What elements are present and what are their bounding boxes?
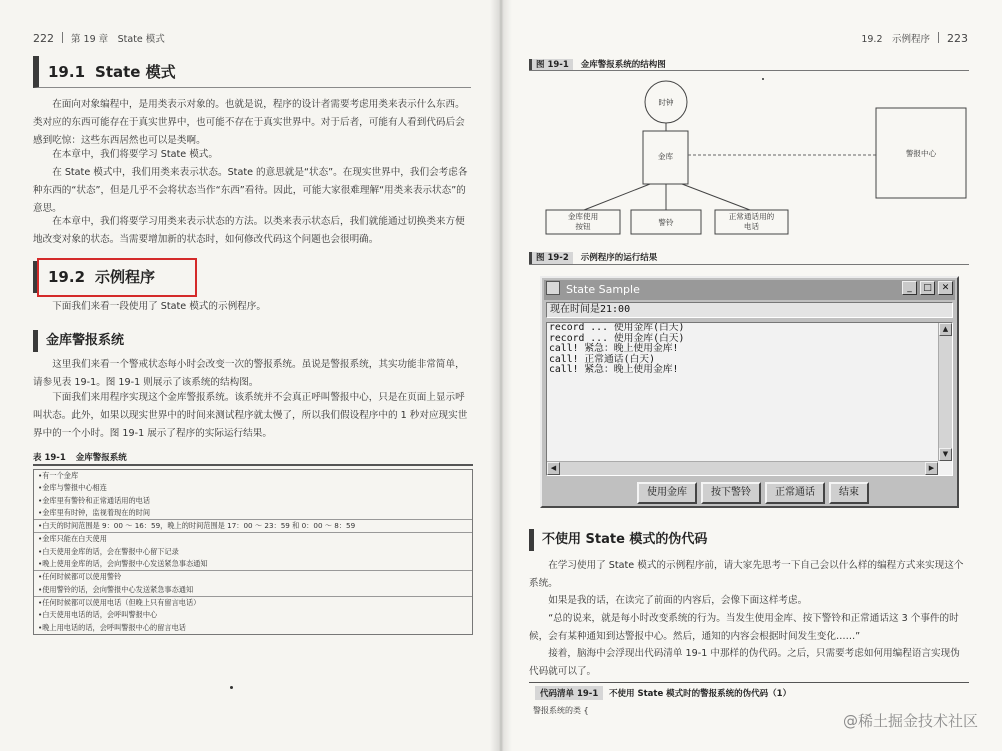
table-row: •金库与警报中心相连: [38, 483, 107, 493]
window-button-bar: [637, 482, 869, 504]
figure-caption-rule: [529, 264, 969, 265]
table-row: •使用警铃的话，会向警报中心发送紧急事态通知: [38, 584, 194, 594]
vertical-scrollbar[interactable]: [938, 323, 952, 461]
code-listing-caption: [529, 682, 969, 702]
code-listing-title: 不使用 State 模式时的警报系统的伪代码（1）: [609, 689, 792, 699]
paragraph: 下面我们来看一段使用了 State 模式的示例程序。: [52, 301, 266, 312]
section-number: 19.2: [48, 268, 86, 286]
close-icon[interactable]: ✕: [938, 281, 953, 295]
table-row: •金库只能在白天使用: [38, 534, 107, 544]
right-page-number: 223: [947, 32, 968, 45]
horizontal-scrollbar[interactable]: [547, 461, 938, 475]
vault-label: 金库: [657, 151, 674, 161]
clock-label: 时钟: [658, 97, 674, 107]
paragraph: 接着，脑海中会浮现出代码清单 19-1 中那样的伪代码。之后，只需要考虑如何用编程语言实现伪代码就可以了。: [529, 648, 960, 678]
figure-title: 示例程序的运行结果: [580, 253, 658, 263]
paragraph: 在学习使用了 State 模式的示例程序前，请大家先思考一下自己会以什么样的编程方式来实现这个系统。: [529, 560, 964, 590]
use-button-label: 金库使用 按钮: [567, 212, 599, 231]
section-number: 19.1: [48, 63, 86, 81]
window-system-icon[interactable]: [546, 281, 560, 295]
log-textarea[interactable]: [546, 322, 953, 476]
state-sample-window: [540, 276, 959, 508]
normal-call-button[interactable]: 正常通话: [765, 482, 825, 504]
log-line: call! 紧急：晚上使用金库!: [549, 364, 679, 375]
window-title: State Sample: [544, 280, 955, 300]
use-vault-button[interactable]: 使用金库: [637, 482, 697, 504]
table-row: •晚上用电话的话，会呼叫警报中心的留言电话: [38, 622, 186, 632]
paragraph: 这里我们来看一个警戒状态每小时会改变一次的警报系统。虽说是警报系统，其实功能非常简单，请参见表 19-1。图 19-1 则展示了该系统的结构图。: [33, 359, 465, 389]
paragraph: 在 State 模式中，我们用类来表示状态。State 的意思就是“状态”。在现实世界中，我们会考虑各种东西的“状态”，但是几乎不会将状态当作“东西”看待。因此，可能大家很难理解“用类来表示状态”的意思。: [33, 167, 468, 215]
table-label: 表 19-1: [33, 453, 66, 463]
paragraph: 在本章中，我们将要学习 State 模式。: [52, 149, 218, 160]
bell-label: 警铃: [658, 217, 674, 227]
paragraph: “总的说来，就是每小时改变系统的行为。当发生使用金库、按下警铃和正常通话这 3 个事件的时候，会有某种通知到达警报中心。然后，通知的内容会根据时间发生变化……”: [529, 613, 959, 643]
paragraph: 在本章中，我们将要学习用类来表示状态的方法。以类来表示状态后，我们就能通过切换类来方便地改变对象的状态。当需要增加新的状态时，如何修改代码这个问题也会很明确。: [33, 216, 465, 246]
phone-link: [682, 184, 750, 210]
watermark: @稀土掘金技术社区: [842, 712, 978, 730]
scroll-up-icon[interactable]: ▲: [939, 323, 952, 336]
left-page-number: 222: [33, 32, 54, 45]
log-line: call! 正常通话(白天): [549, 353, 655, 365]
table-row: •白天的时间范围是 9：00 ～ 16：59，晚上的时间范围是 17：00 ～ 23：59 和 0：00 ～ 8：59: [38, 521, 356, 531]
log-line: record ... 使用金库(白天): [549, 332, 685, 344]
alarm-center-label: 警报中心: [905, 148, 937, 158]
paragraph: 下面我们来用程序实现这个金库警报系统。该系统并不会真正呼叫警报中心，只是在页面上显示呼叫状态。此外，如果以现实世界中的时间来测试程序就太慢了，所以我们假设程序中的 1 秒对应现实世界中的一个小时。图 19-1 展示了程序的实际运行结果。: [33, 392, 468, 440]
table-row: •白天使用电话的话，会呼叫警报中心: [38, 610, 158, 620]
table-row: •金库里有时钟，监视着现在的时间: [38, 507, 151, 517]
scroll-left-icon[interactable]: ◀: [547, 462, 560, 475]
exit-button[interactable]: 结束: [829, 482, 869, 504]
press-bell-button[interactable]: 按下警铃: [701, 482, 761, 504]
log-line: record ... 使用金库(白天): [549, 322, 685, 333]
phone-label: 正常通话用的 电话: [728, 212, 775, 231]
chapter-title: 第 19 章 State 模式: [71, 34, 165, 45]
table-row: •晚上使用金库的话，会向警报中心发送紧急事态通知: [38, 559, 208, 569]
subsection-heading: 金库警报系统: [33, 330, 163, 352]
figure-label: 图 19-2: [529, 252, 573, 264]
figure-label: 图 19-1: [529, 59, 573, 71]
table-row: •金库里有警铃和正常通话用的电话: [38, 495, 151, 505]
scroll-right-icon[interactable]: ▶: [925, 462, 938, 475]
code-listing-label: 代码清单 19-1: [535, 686, 603, 700]
figure-title: 金库警报系统的结构图: [580, 60, 666, 70]
section-reference: 19.2 示例程序: [861, 34, 930, 45]
page-speck: [762, 78, 764, 80]
minimize-icon[interactable]: _: [902, 281, 917, 295]
table-row: •任何时候都可以使用电话（但晚上只有留言电话）: [38, 597, 201, 607]
log-line: call! 紧急：晚上使用金库!: [549, 343, 679, 354]
paragraph: 如果是我的话，在读完了前面的内容后，会像下面这样考虑。: [548, 595, 808, 606]
pseudocode-heading: 不使用 State 模式的伪代码: [529, 529, 829, 551]
time-status-field: 现在时间是21:00: [546, 302, 953, 318]
scroll-down-icon[interactable]: ▼: [939, 448, 952, 461]
paragraph: 在面向对象编程中，是用类表示对象的。也就是说，程序的设计者需要考虑用类来表示什么东西。类对应的东西可能存在于真实世界中，也可能不存在于真实世界中。对于后者，可能有人看到代码后会感到吃惊：这些东西居然也可以是类啊。: [33, 99, 465, 147]
table-row: •白天使用金库的话，会在警报中心留下记录: [38, 546, 179, 556]
button-link: [584, 184, 650, 210]
table-row: •有一个金库: [38, 471, 79, 480]
maximize-icon[interactable]: □: [920, 281, 935, 295]
section-title: 示例程序: [95, 268, 156, 286]
figure-19-2-caption: [529, 251, 657, 263]
table-title: 金库警报系统: [75, 453, 127, 463]
section-title: State 模式: [95, 63, 176, 81]
table-row: •任何时候都可以使用警铃: [38, 572, 122, 582]
code-line: 警报系统的类 {: [533, 706, 589, 715]
